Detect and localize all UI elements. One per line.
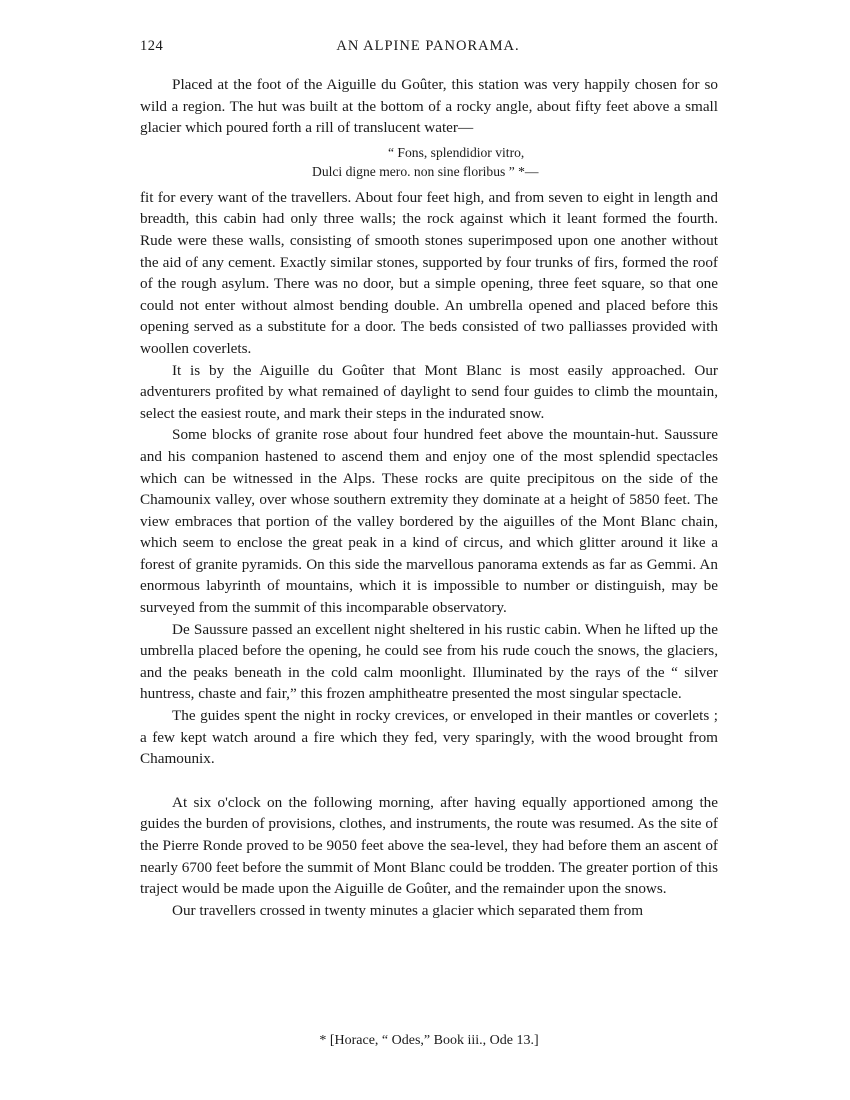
running-head (140, 38, 716, 58)
paragraph-6: The guides spent the night in rocky crevices, or enveloped in their mantles or coverlets ; a few kept watch around a fire which they fed, very sparingly, with the wood brought from Chamounix. (140, 707, 718, 768)
paragraph-4: Some blocks of granite rose about four hundred feet above the mountain-hut. Saussure and his companion hastened to ascend them and enjoy one of the most splendid spectacles which can be witnessed in the Alps. These rocks are quite precipitous on the side of the Chamounix valley, over whose southern extremity they dominate at a height of 5850 feet. The view embraces that portion of the valley bordered by the aiguilles of the Mont Blanc chain, which seem to enclose the great peak in a kind of circus, and which glitter around it like a forest of granite pyramids. On this side the marvellous panorama extends as far as Gemmi. An enormous labyrinth of mountains, which it is impossible to number or distinguish, may be surveyed from the summit of this incomparable observatory. (140, 426, 718, 617)
paragraph-2: fit for every want of the travellers. About four feet high, and from seven to eight in length and breadth, this cabin had only three walls; the rock against which it leant formed the fourth. Rude were these walls, consisting of smooth stones superimposed upon one another without the aid of any cement. Exactly similar stones, supported by four trunks of firs, formed the roof of the rough asylum. There was no door, but a simple opening, three feet square, so that one could not enter without almost bending double. An umbrella opened and placed before this opening served as a substitute for a door. The beds consisted of two palliasses provided with woollen coverlets. (140, 188, 718, 357)
quote-line-1: “ Fons, splendidior vitro, (388, 144, 525, 160)
paragraph-3: It is by the Aiguille du Goûter that Mont Blanc is most easily approached. Our adventurers profited by what remained of daylight to send four guides to climb the mountain, select the easiest route, and mark their steps in the indurated snow. (140, 361, 718, 422)
section-gap (140, 770, 718, 792)
paragraph-8: Our travellers crossed in twenty minutes a glacier which separated them from (172, 901, 644, 919)
paragraph-1: Placed at the foot of the Aiguille du Goûter, this station was very happily chosen for so wild a region. The hut was built at the bottom of a rocky angle, about fifty feet above a small glacier which poured forth a rill of translucent water— (140, 76, 718, 137)
page-number: 124 (140, 38, 164, 54)
quote-line-2: Dulci digne mero. non sine floribus ” *— (312, 163, 539, 179)
footnote: * [Horace, “ Odes,” Book iii., Ode 13.] (319, 1033, 539, 1048)
paragraph-5: De Saussure passed an excellent night sheltered in his rustic cabin. When he lifted up the umbrella placed before the opening, he could see from his rude couch the snows, the glaciers, and the peaks beneath in the cold calm moonlight. Illuminated by the rays of the “ silver huntress, chaste and fair,” this frozen amphitheatre presented the most singular spectacle. (140, 620, 718, 703)
latin-quotation (140, 143, 718, 181)
paragraph-7: At six o'clock on the following morning, after having equally apportioned among the guides the burden of provisions, clothes, and instruments, the route was resumed. As the site of the Pierre Ronde proved to be 9050 feet above the sea-level, they had before them an ascent of nearly 6700 feet before the summit of Mont Blanc could be trodden. The greater portion of this traject would be made upon the Aiguille de Goûter, and the remainder upon the snows. (140, 793, 718, 898)
body-text (140, 74, 718, 921)
running-title: AN ALPINE PANORAMA. (336, 38, 520, 54)
